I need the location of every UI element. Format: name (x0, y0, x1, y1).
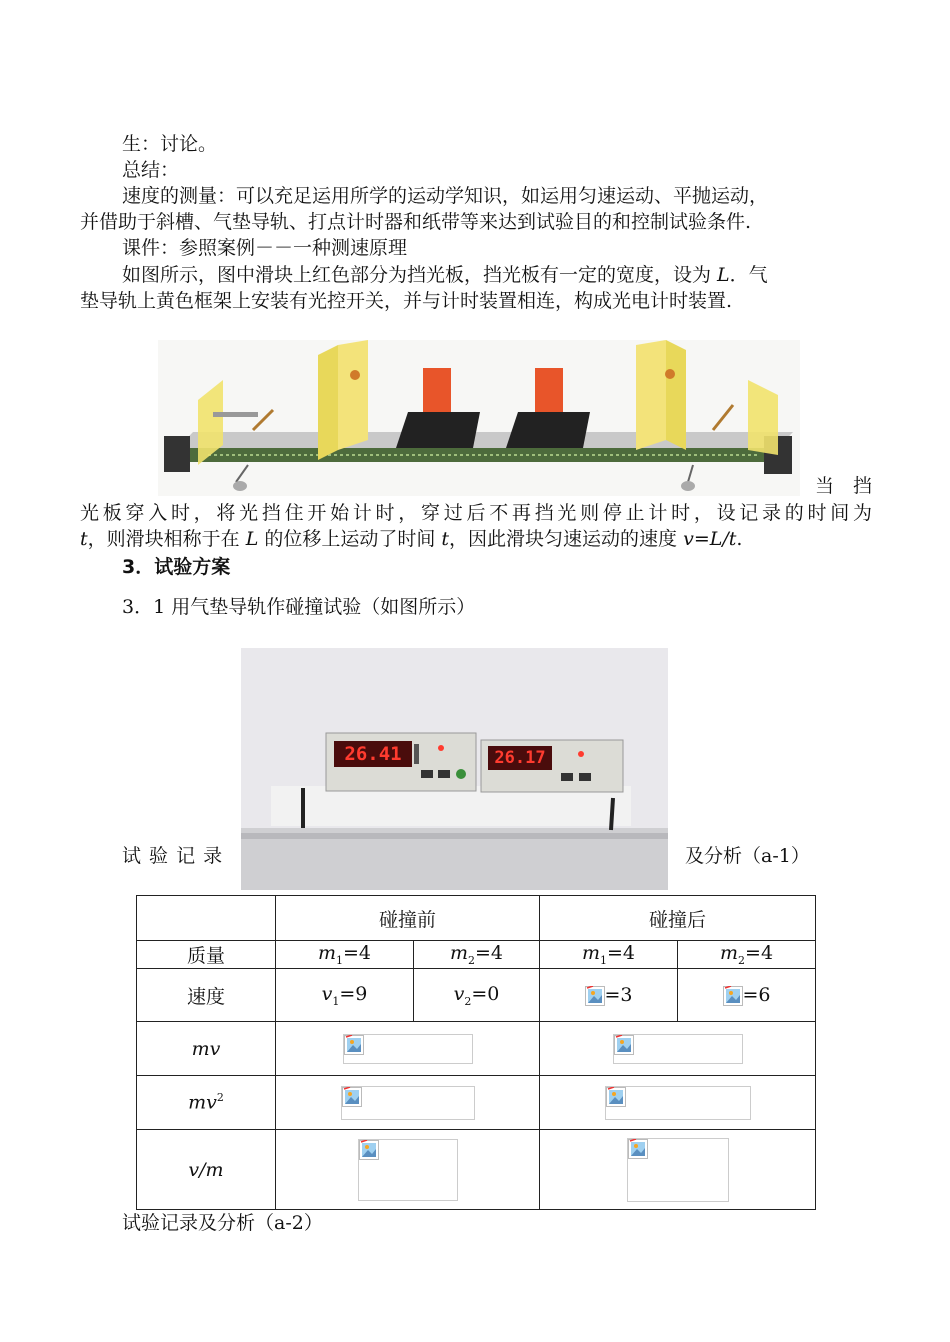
text-courseware: 课件：参照案例－－一种测速原理 (122, 237, 408, 259)
header-after-collision: 碰撞后 (540, 896, 816, 941)
cell-mv-before (276, 1022, 540, 1076)
text-speed-measurement-line1: 速度的测量：可以充足运用所学的运动学知识，如运用匀速运动、平抛运动， (122, 185, 769, 207)
text-timing-explanation-line2: t，则滑块相称于在 L 的位移上运动了时间 t，因此滑块匀速运动的速度 v=L/t. (80, 528, 743, 550)
row-label-mass: 质量 (137, 941, 276, 969)
broken-image-icon (585, 986, 605, 1006)
text-speed-measurement-line2: 并借助于斜槽、气垫导轨、打点计时器和纸带等来达到试验目的和控制试验条件. (80, 211, 752, 233)
text-when-flag: 当 挡 (815, 475, 873, 497)
text-figure-intro-line1: 如图所示，图中滑块上红色部分为挡光板，挡光板有一定的宽度，设为 L．气 (122, 264, 768, 286)
header-before-collision: 碰撞前 (276, 896, 540, 941)
cell-v2-before: $v_2=0$ (414, 969, 540, 1022)
table-corner-cell (137, 896, 276, 941)
broken-image-icon (606, 1087, 626, 1107)
cell-v1-after: =3 (540, 969, 678, 1022)
heading-experiment-plan: 3．试验方案 (122, 556, 231, 578)
row-label-v-over-m: v/m (137, 1130, 276, 1210)
timer-display-right: 26.17 (494, 748, 546, 768)
text-student-discussion: 生：讨论。 (122, 133, 218, 155)
cell-v2-after: =6 (678, 969, 816, 1022)
cell-m1-before: $m_1=4$ (276, 941, 414, 969)
caption-a1-left: 试 验 记 录 (122, 845, 224, 867)
cell-mv-after (540, 1022, 816, 1076)
cell-vm-before (276, 1130, 540, 1210)
image-placeholder (343, 1034, 473, 1064)
image-placeholder (627, 1138, 729, 1202)
cell-v1-before: $v_1=9$ (276, 969, 414, 1022)
timer-photo (241, 648, 668, 890)
image-placeholder (613, 1034, 743, 1064)
text-figure-intro-line2: 垫导轨上黄色框架上安装有光控开关，并与计时装置相连，构成光电计时装置. (80, 290, 733, 312)
row-label-speed: 速度 (137, 969, 276, 1022)
image-placeholder (605, 1086, 751, 1120)
cell-mv2-after (540, 1076, 816, 1130)
row-label-mv2: $mv^2$ (137, 1076, 276, 1130)
cell-m2-before: $m_2=4$ (414, 941, 540, 969)
broken-image-icon (628, 1139, 648, 1159)
broken-image-icon (342, 1087, 362, 1107)
experiment-record-table (136, 895, 816, 1210)
caption-a1-right: 及分析（a-1） (685, 845, 810, 867)
cell-mv2-before (276, 1076, 540, 1130)
text-timing-explanation-line1: 光板穿入时，将光挡住开始计时，穿过后不再挡光则停止计时，设记录的时间为 (80, 502, 872, 524)
text-summary-label: 总结： (122, 159, 180, 181)
broken-image-icon (344, 1035, 364, 1055)
caption-a2: 试验记录及分析（a-2） (122, 1212, 323, 1234)
broken-image-icon (614, 1035, 634, 1055)
timer-display-left: 26.41 (344, 743, 402, 765)
heading-collision-experiment: 3．1 用气垫导轨作碰撞试验（如图所示） (122, 596, 476, 618)
broken-image-icon (359, 1140, 379, 1160)
cell-vm-after (540, 1130, 816, 1210)
row-label-mv: mv (137, 1022, 276, 1076)
cell-m1-after: $m_1=4$ (540, 941, 678, 969)
broken-image-icon (723, 986, 743, 1006)
air-track-figure (158, 340, 800, 496)
cell-m2-after: $m_2=4$ (678, 941, 816, 969)
image-placeholder (358, 1139, 458, 1201)
image-placeholder (341, 1086, 475, 1120)
